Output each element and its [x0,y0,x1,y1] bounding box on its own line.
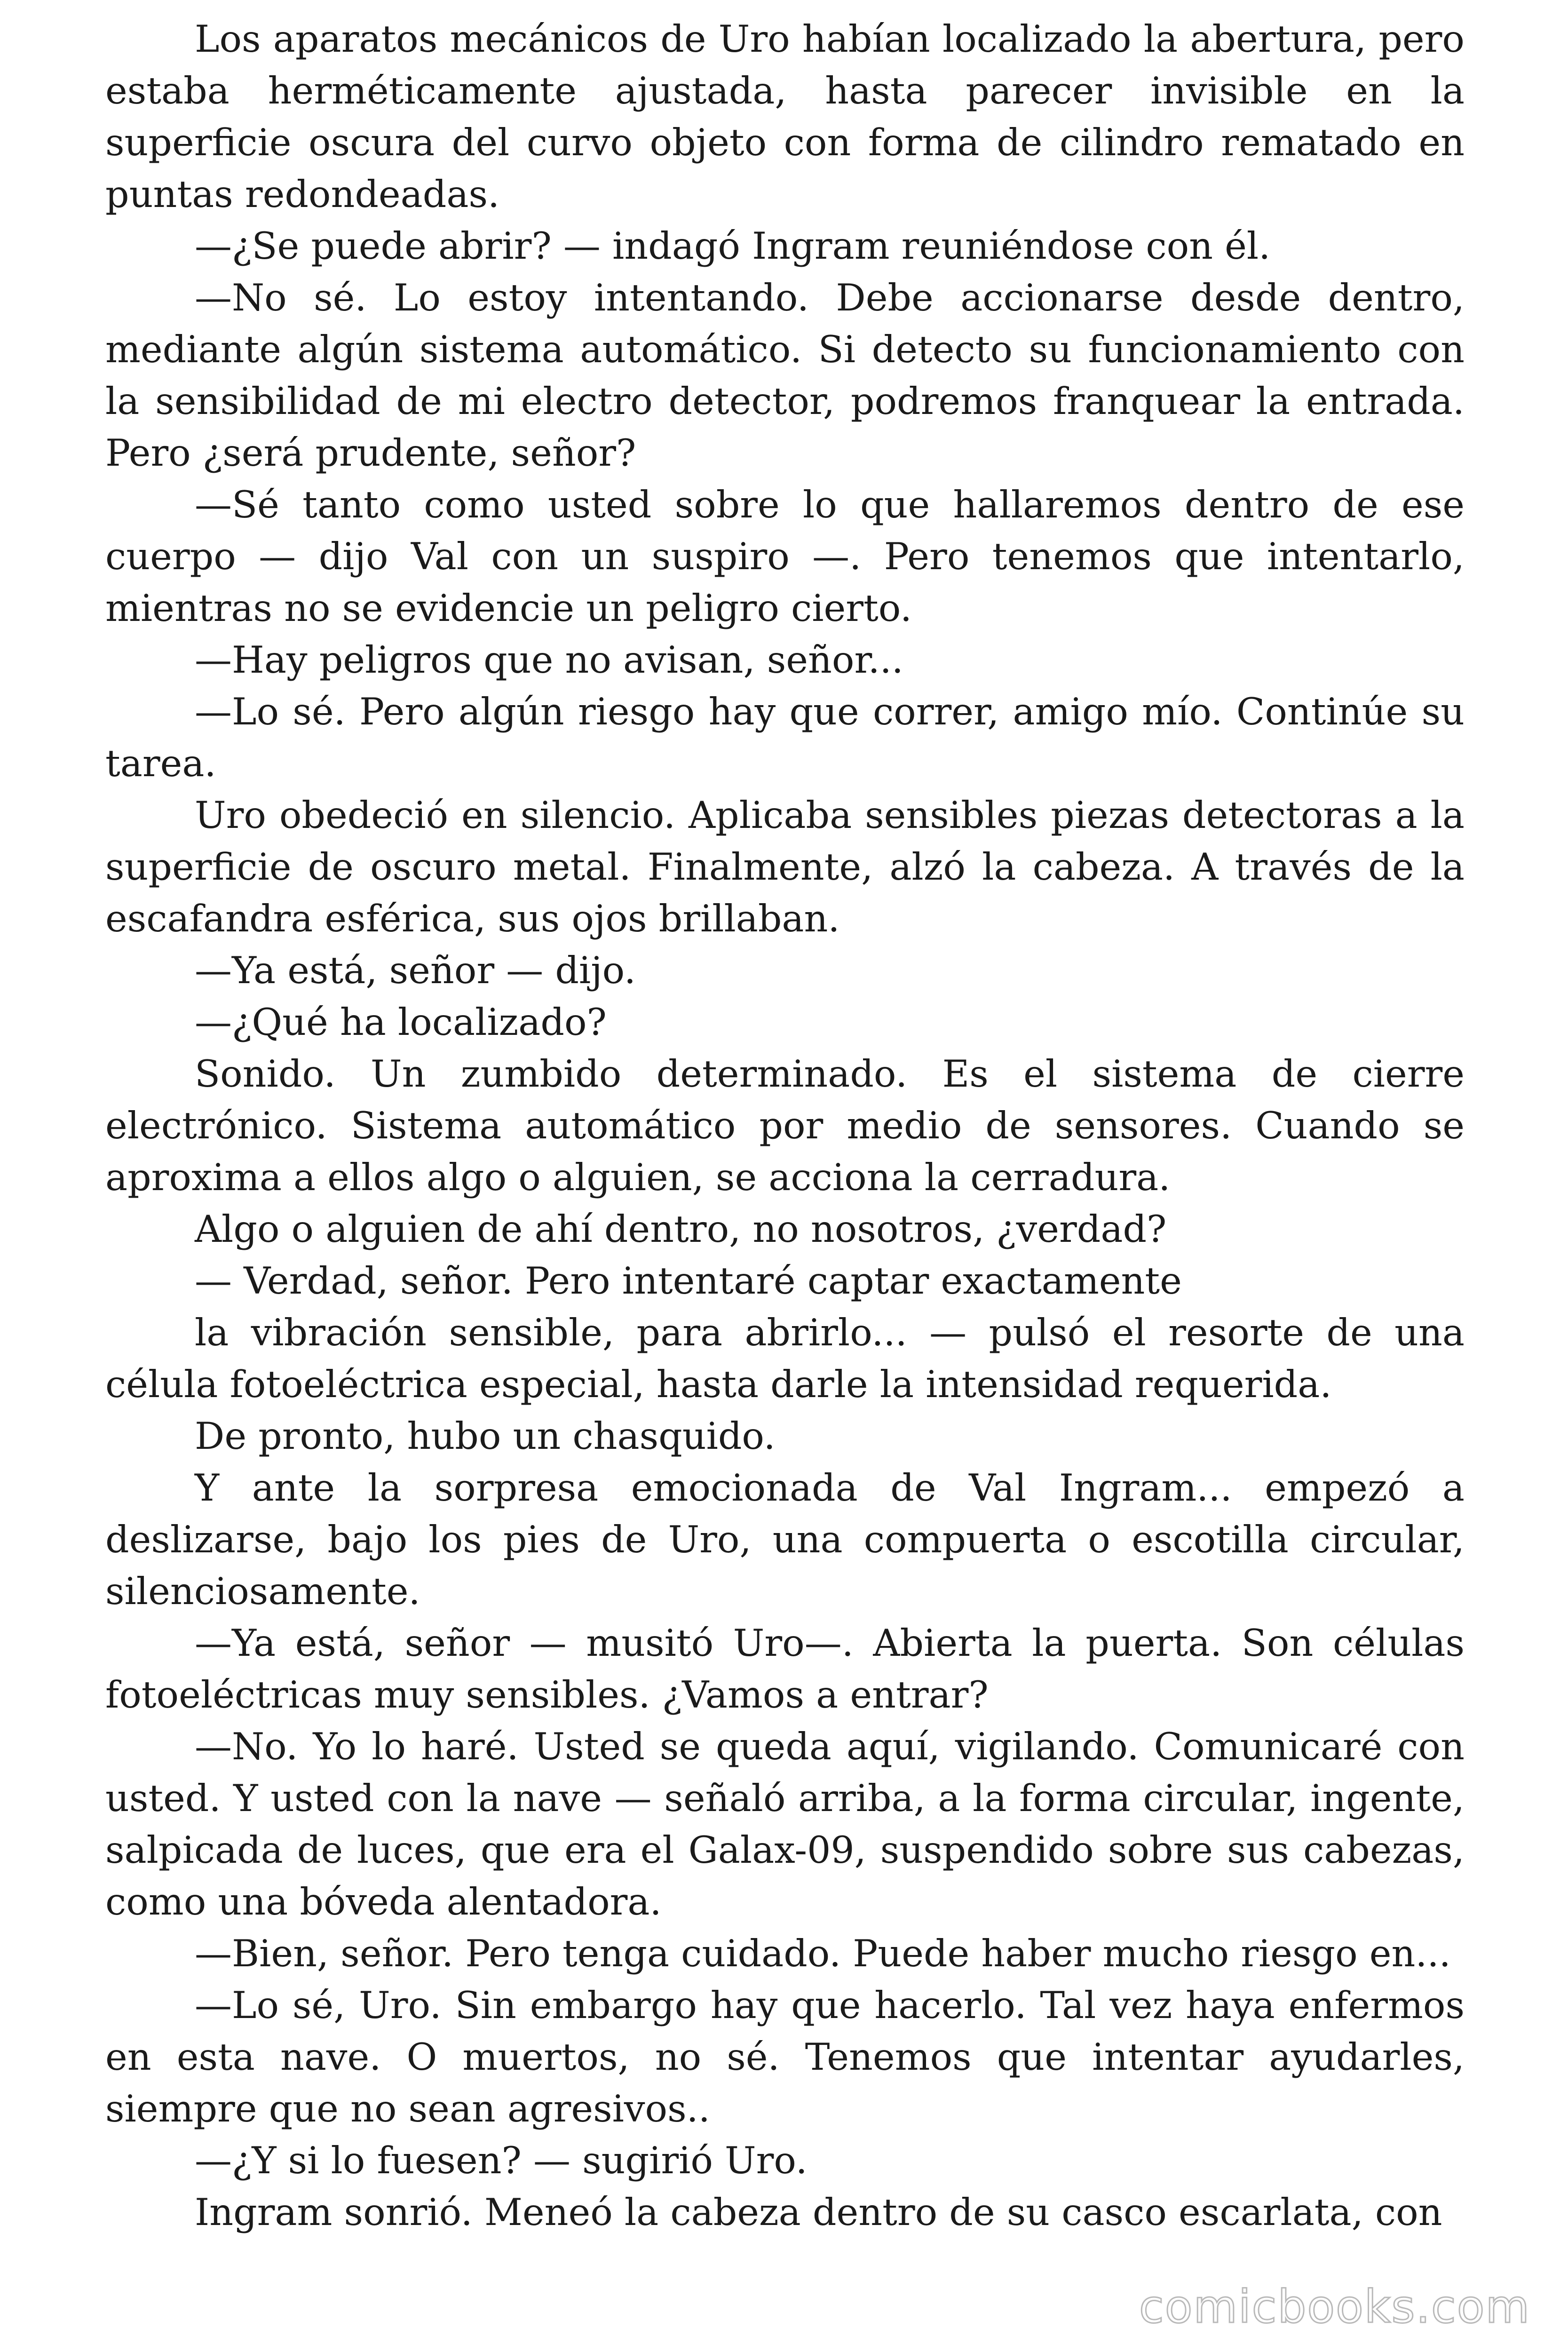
paragraph: —Lo sé, Uro. Sin embargo hay que hacerlo. Tal vez haya enfermos en esta nave. O muertos, no sé. Tenemos que intentar ayudarles, siempre que no sean agresivos.. [105,1984,1465,2130]
paragraph: —Lo sé. Pero algún riesgo hay que correr, amigo mío. Continúe su tarea. [105,690,1465,785]
paragraph: —¿Y si lo fuesen? — sugirió Uro. [195,2139,808,2182]
paragraph: Algo o alguien de ahí dentro, no nosotros, ¿verdad? [195,1208,1167,1251]
paragraph: —Bien, señor. Pero tenga cuidado. Puede haber mucho riesgo en... [195,1932,1451,1975]
paragraph: —¿Se puede abrir? — indagó Ingram reuniéndose con él. [195,224,1271,268]
watermark: comicbooks.com [1139,2280,1530,2333]
paragraph: Y ante la sorpresa emocionada de Val Ingram... empezó a deslizarse, bajo los pies de Uro, una compuerta o escotilla circular, silenciosamente. [105,1466,1465,1613]
paragraph: De pronto, hubo un chasquido. [195,1414,776,1458]
paragraph: Los aparatos mecánicos de Uro habían localizado la abertura, pero estaba herméticamente ajustada, hasta parecer invisible en la superficie oscura del curvo objeto con forma de cilindro rematado en puntas redondeadas. [105,17,1465,216]
paragraph: la vibración sensible, para abrirlo... — pulsó el resorte de una célula fotoeléctrica especial, hasta darle la intensidad requerida. [105,1311,1465,1406]
paragraph: —No. Yo lo haré. Usted se queda aquí, vigilando. Comunicaré con usted. Y usted con la nave — señaló arriba, a la forma circular, ingente, salpicada de luces, que era el Galax-09, suspendido sobre sus cabezas, como una bóveda alentadora. [105,1725,1465,1923]
paragraph: Uro obedeció en silencio. Aplicaba sensibles piezas detectoras a la superficie de oscuro metal. Finalmente, alzó la cabeza. A través de la escafandra esférica, sus ojos brillaban. [105,794,1465,940]
paragraph: —No sé. Lo estoy intentando. Debe accionarse desde dentro, mediante algún sistema automático. Si detecto su funcionamiento con la sensibilidad de mi electro detector, podremos franquear la entrada. Pero ¿será prudente, señor? [105,276,1465,475]
paragraph: Sonido. Un zumbido determinado. Es el sistema de cierre electrónico. Sistema automático por medio de sensores. Cuando se aproxima a ellos algo o alguien, se acciona la cerradura. [105,1052,1465,1199]
paragraph: — Verdad, señor. Pero intentaré captar exactamente [195,1259,1182,1303]
page-text [105,13,1465,2238]
paragraph: —Hay peligros que no avisan, señor... [195,638,903,682]
paragraph: —Ya está, señor — dijo. [195,949,636,992]
paragraph: Ingram sonrió. Meneó la cabeza dentro de su casco escarlata, con [195,2191,1442,2234]
paragraph: —Sé tanto como usted sobre lo que hallaremos dentro de ese cuerpo — dijo Val con un suspiro —. Pero tenemos que intentarlo, mientras no se evidencie un peligro cierto. [105,483,1465,630]
paragraph: —¿Qué ha localizado? [195,1001,607,1044]
paragraph: —Ya está, señor — musitó Uro—. Abierta la puerta. Son células fotoeléctricas muy sensibles. ¿Vamos a entrar? [105,1621,1465,1716]
